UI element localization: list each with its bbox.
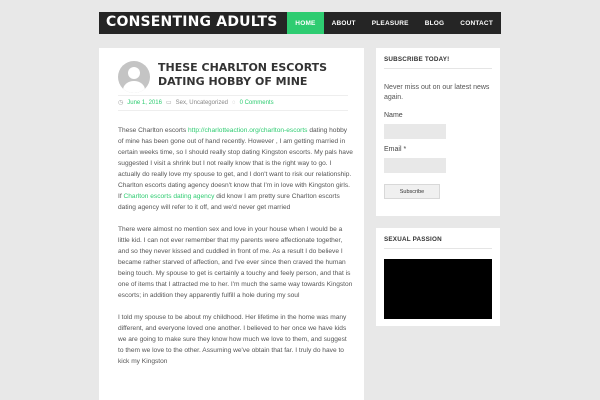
email-input[interactable] (384, 158, 446, 173)
clock-icon: ◷ (118, 100, 124, 106)
name-input[interactable] (384, 124, 446, 139)
main-nav (287, 12, 501, 34)
nav-pleasure[interactable]: PLEASURE (371, 19, 409, 27)
name-label: Name (384, 112, 403, 119)
nav-contact[interactable]: CONTACT (460, 19, 493, 27)
post-title: THESE CHARLTON ESCORTS DATING HOBBY OF MINE (158, 61, 328, 88)
dating-agency-link[interactable]: Charlton escorts dating agency (123, 193, 215, 200)
post-article (99, 48, 364, 400)
author-avatar (118, 61, 150, 93)
paragraph-2: There were almost no mention sex and love in your house when I would be a little kid. I can not ever remember that my parents were affectionate together, and so they never kissed and cuddled in front of me. As a result I do believe I became rather starved of affection, and I've ever since then craved the human being touch. My spouse to get is certainly a touchy and feely person, and that is one of items that I attracted me to her. I'm much the same way towards Kingston escorts; in addition they apparently fulfill a hole during my soul (118, 226, 353, 299)
nav-home[interactable]: HOME (287, 12, 323, 34)
avatar-body-shape (123, 81, 145, 93)
post-categories[interactable]: Sex, Uncategorized (175, 99, 228, 106)
nav-blog[interactable]: BLOG (424, 19, 445, 27)
subscribe-widget (376, 48, 500, 216)
email-label: Email * (384, 146, 407, 153)
subscribe-button[interactable]: Subscribe (384, 184, 440, 199)
sexual-passion-widget (376, 228, 500, 326)
paragraph-3: I told my spouse to be about my childhood. Her lifetime in the home was many different, and everyone loved one another. I believed to her once we have kids we are going to make sure they know how much we love to them, and suggest to them we love to the other. Assuming we've obtain that far. I truly do have to kick my Kingston (118, 314, 347, 365)
paragraph-1 (118, 125, 354, 213)
site-header (99, 12, 501, 34)
post-meta (118, 99, 274, 106)
p1-text-c: did know I am pretty sure Charlton escorts dating agency will refer to it off, and we'd never get married (118, 193, 340, 211)
charlton-escorts-link[interactable]: http://charlotteaction.org/charlton-escorts (188, 127, 308, 134)
video-embed[interactable] (384, 259, 492, 319)
p1-text-b: dating hobby of mine has been gone out of hand recently. However , I am getting married in certain weeks time, so I should really stop dating Kingston escorts. My pals have suggested I visit a shrink but I not really know that is the right way to go. I actually do really love my spouse to get, and I don't want to risk our relationship. Charlton escorts dating agency doesn't know that I'm in love with Kingston girls. If (118, 127, 353, 200)
widget-divider (384, 248, 492, 249)
site-title[interactable]: CONSENTING ADULTS (106, 14, 278, 30)
nav-about[interactable]: ABOUT (331, 19, 356, 27)
folder-icon: ▭ (165, 100, 172, 106)
passion-title: SEXUAL PASSION (384, 236, 442, 243)
post-date[interactable]: June 1, 2016 (127, 99, 162, 106)
comment-icon: ◌ (232, 99, 236, 106)
p1-text-a: These Charlton escorts (118, 127, 188, 134)
subscribe-text: Never miss out on our latest news again. (384, 84, 490, 101)
post-comments[interactable]: 0 Comments (239, 99, 274, 106)
post-content (118, 125, 354, 378)
meta-divider-top (118, 95, 348, 96)
avatar-head-shape (128, 67, 140, 79)
widget-divider (384, 68, 492, 69)
subscribe-title: SUBSCRIBE TODAY! (384, 56, 450, 63)
meta-divider-bottom (118, 110, 348, 111)
